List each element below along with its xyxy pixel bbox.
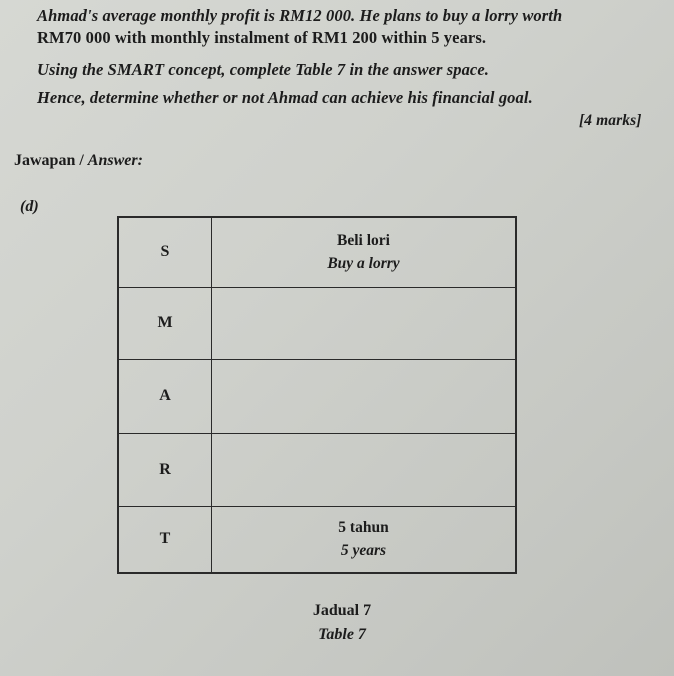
question-line-2 xyxy=(37,28,486,48)
part-label: (d) xyxy=(20,198,39,215)
smart-answer-m[interactable] xyxy=(212,287,517,359)
table-row-a xyxy=(118,359,516,433)
smart-letter-r: R xyxy=(118,433,212,506)
smart-answer-s[interactable] xyxy=(212,217,517,287)
table-row-s xyxy=(118,217,516,287)
smart-answer-t[interactable] xyxy=(212,506,517,573)
table-row-m xyxy=(118,287,516,359)
smart-letter-a: A xyxy=(118,359,212,433)
marks-label: [4 marks] xyxy=(579,112,642,129)
question-line-2-text: RM70 000 with monthly instalment of RM1 200 within 5 years. xyxy=(37,28,487,47)
smart-answer-r[interactable] xyxy=(212,433,517,506)
smart-letter-s: S xyxy=(118,217,212,287)
question-line-3: Using the SMART concept, complete Table 7 in the answer space. xyxy=(37,60,490,79)
answer-s-ms: Beli lori xyxy=(337,232,390,250)
answer-heading-ms: Jawapan / xyxy=(14,152,84,169)
smart-answer-a[interactable] xyxy=(212,359,517,433)
answer-t-en: 5 years xyxy=(340,542,387,560)
answer-heading-en: Answer: xyxy=(87,152,143,169)
table-caption-ms: Jadual 7 xyxy=(312,602,372,619)
table-row-r xyxy=(118,433,516,506)
answer-heading xyxy=(14,152,143,170)
answer-s-en: Buy a lorry xyxy=(327,255,400,273)
question-line-4: Hence, determine whether or not Ahmad can achieve his financial goal. xyxy=(37,88,533,107)
answer-t-ms: 5 tahun xyxy=(338,519,389,537)
question-line-1: Ahmad's average monthly profit is RM12 000. He plans to buy a lorry worth xyxy=(37,6,563,25)
smart-table xyxy=(117,216,517,574)
table-caption-en: Table 7 xyxy=(318,626,366,643)
smart-letter-m: M xyxy=(118,287,212,359)
table-row-t xyxy=(118,506,516,573)
smart-letter-t: T xyxy=(118,506,212,573)
